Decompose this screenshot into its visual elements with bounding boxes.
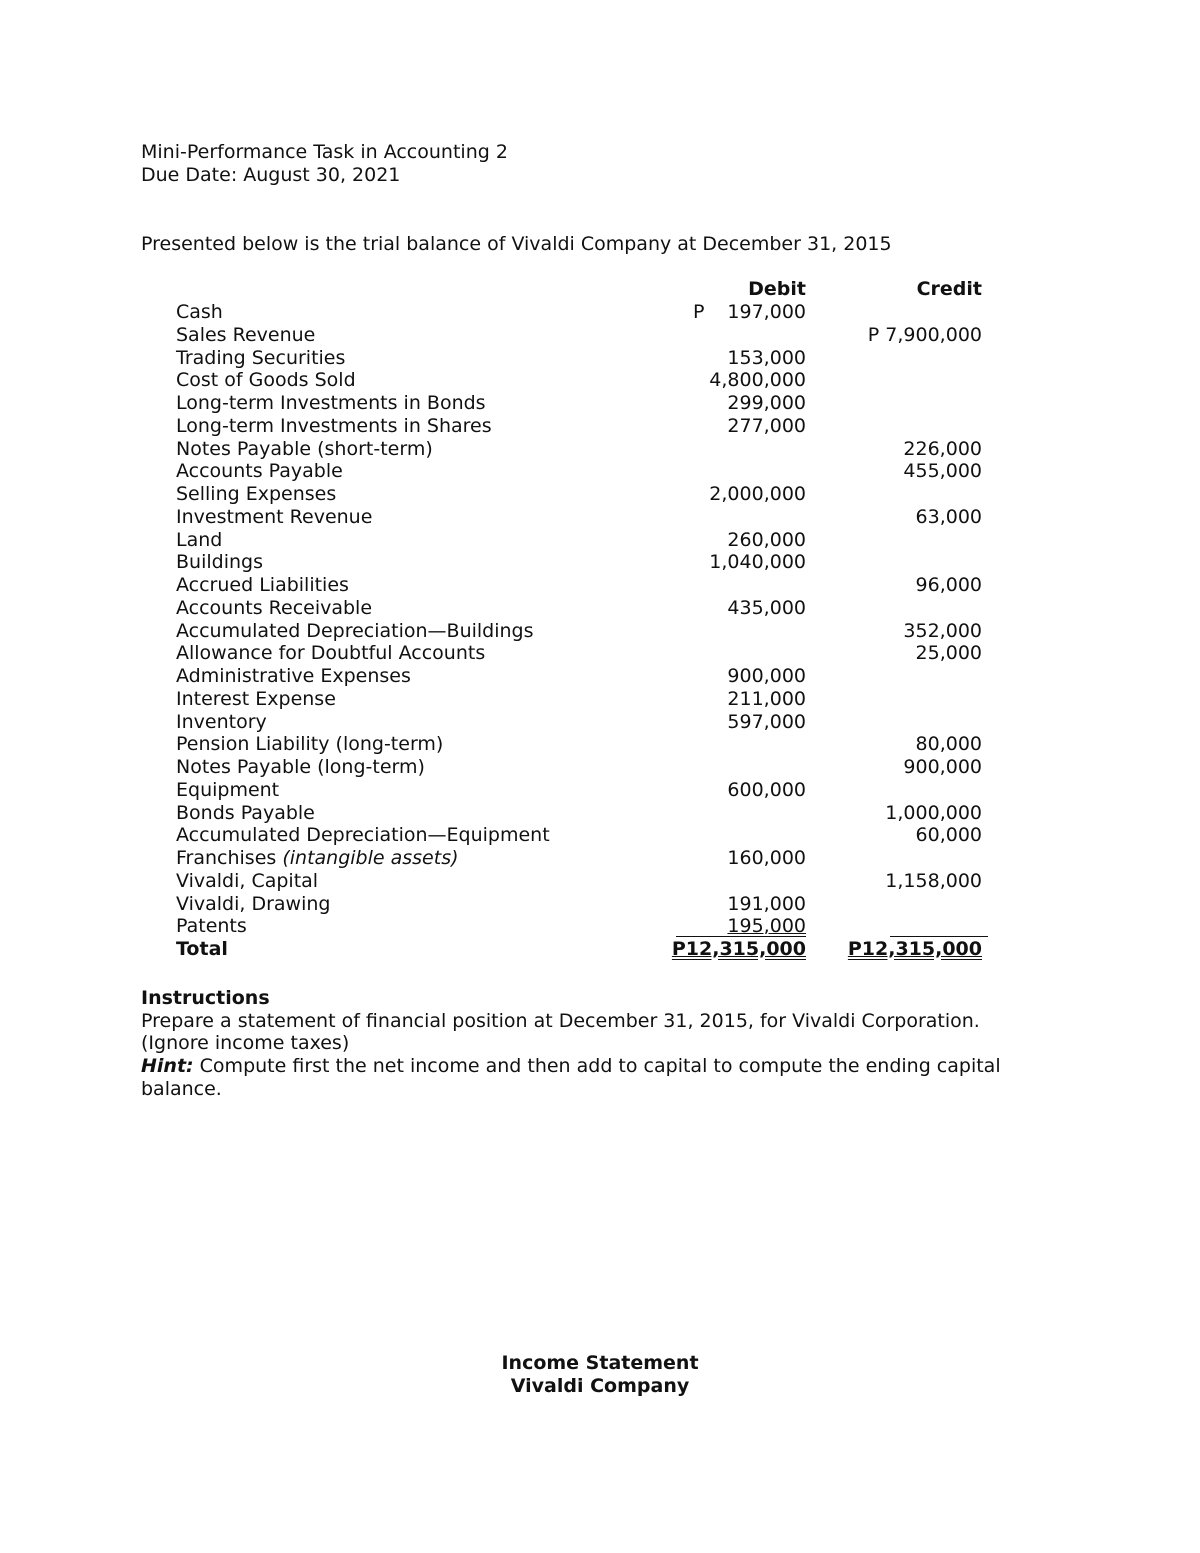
credit-amount: 1,000,000 (885, 801, 982, 824)
table-row (0, 870, 1200, 893)
credit-amount: 25,000 (915, 642, 982, 665)
debit-amount: 4,800,000 (709, 369, 806, 392)
table-row (0, 574, 1200, 597)
debit-amount: 195,000 (727, 915, 806, 938)
table-row (0, 301, 1200, 324)
debit-amount: 260,000 (727, 528, 806, 551)
account-name: Pension Liability (long-term) (176, 733, 444, 756)
table-row (0, 915, 1200, 938)
table-row (0, 802, 1200, 825)
hint-label: Hint: (141, 1055, 194, 1077)
debit-amount: 1,040,000 (709, 551, 806, 574)
account-name-note: (intangible assets) (282, 847, 459, 869)
table-row (0, 824, 1200, 847)
debit-amount: 277,000 (727, 414, 806, 437)
currency-symbol: P (693, 301, 705, 323)
account-name: Accounts Receivable (176, 596, 373, 619)
account-name: Trading Securities (176, 346, 346, 369)
instructions-line-2: (Ignore income taxes) (141, 1032, 350, 1054)
document-title: Mini-Performance Task in Accounting 2 (141, 141, 508, 163)
debit-amount: 191,000 (727, 892, 806, 915)
due-date: Due Date: August 30, 2021 (141, 164, 401, 186)
debit-amount: 299,000 (727, 392, 806, 414)
credit-amount: 1,158,000 (885, 869, 982, 892)
table-row (0, 642, 1200, 665)
table-row (0, 688, 1200, 711)
table-row (0, 529, 1200, 552)
account-name-text: Franchises (176, 847, 283, 869)
table-row (0, 620, 1200, 643)
total-row (0, 938, 1200, 961)
account-name: Buildings (176, 551, 263, 574)
table-header-row (0, 278, 1200, 301)
table-row (0, 506, 1200, 529)
instructions-heading: Instructions (141, 987, 270, 1009)
account-name: Long-term Investments in Shares (176, 414, 492, 437)
credit-amount: 226,000 (903, 437, 982, 460)
credit-amount: 96,000 (915, 574, 982, 596)
table-row (0, 392, 1200, 415)
credit-amount: 80,000 (915, 733, 982, 756)
account-name: Notes Payable (short-term) (176, 437, 433, 460)
account-name: Administrative Expenses (176, 665, 411, 687)
debit-amount: 160,000 (727, 847, 806, 869)
table-row (0, 665, 1200, 688)
instructions-line-1: Prepare a statement of financial position at December 31, 2015, for Vivaldi Corporation. (141, 1010, 980, 1032)
account-name: Accumulated Depreciation—Buildings (176, 619, 534, 642)
table-row (0, 347, 1200, 370)
table-row (0, 711, 1200, 734)
account-name: Cost of Goods Sold (176, 369, 356, 392)
table-row (0, 438, 1200, 461)
table-row (0, 779, 1200, 802)
account-name: Patents (176, 915, 247, 938)
table-row (0, 460, 1200, 483)
table-row (0, 893, 1200, 916)
table-row (0, 483, 1200, 506)
credit-amount: 455,000 (903, 460, 982, 483)
account-name: Sales Revenue (176, 323, 316, 346)
table-row (0, 324, 1200, 347)
table-row (0, 369, 1200, 392)
hint-line-2: balance. (141, 1078, 222, 1100)
debit-amount: 153,000 (727, 346, 806, 369)
hint-text: Compute first the net income and then add to capital to compute the ending capital (193, 1055, 1001, 1077)
credit-amount: 900,000 (903, 756, 982, 778)
account-name: Interest Expense (176, 687, 336, 710)
debit-amount: 435,000 (727, 596, 806, 619)
column-header-debit: Debit (748, 278, 806, 300)
account-name: Accumulated Depreciation—Equipment (176, 824, 550, 847)
table-row (0, 847, 1200, 870)
total-credit: P12,315,000 (847, 938, 982, 960)
account-name: Bonds Payable (176, 801, 315, 824)
account-name: Notes Payable (long-term) (176, 756, 425, 778)
debit-amount: 211,000 (727, 687, 806, 710)
intro-text: Presented below is the trial balance of Vivaldi Company at December 31, 2015 (141, 233, 892, 255)
income-statement-title: Income Statement (501, 1352, 699, 1374)
account-name: Investment Revenue (176, 505, 373, 528)
debit-amount: 900,000 (727, 665, 806, 687)
account-name: Equipment (176, 778, 280, 801)
debit-amount: 2,000,000 (709, 483, 806, 505)
account-name: Accounts Payable (176, 460, 343, 483)
table-row (0, 597, 1200, 620)
table-row (0, 551, 1200, 574)
account-name: Vivaldi, Capital (176, 869, 319, 892)
account-name: Land (176, 528, 223, 551)
column-header-credit: Credit (916, 278, 982, 300)
total-label: Total (176, 938, 228, 960)
table-row (0, 756, 1200, 779)
hint-line (141, 1055, 1001, 1078)
account-name: Accrued Liabilities (176, 574, 349, 596)
debit-amount: 600,000 (727, 778, 806, 801)
credit-amount: 60,000 (915, 824, 982, 847)
credit-amount: 63,000 (915, 505, 982, 528)
credit-amount: P 7,900,000 (867, 323, 982, 346)
table-row (0, 415, 1200, 438)
account-name: Long-term Investments in Bonds (176, 392, 486, 414)
account-name (176, 847, 459, 870)
company-name: Vivaldi Company (510, 1375, 690, 1397)
credit-amount: 352,000 (903, 619, 982, 642)
debit-amount: 597,000 (727, 710, 806, 733)
account-name: Selling Expenses (176, 483, 337, 505)
account-name: Cash (176, 301, 223, 323)
debit-amount: 197,000 (727, 301, 806, 323)
account-name: Vivaldi, Drawing (176, 892, 331, 915)
total-debit: P12,315,000 (671, 938, 806, 960)
table-row (0, 733, 1200, 756)
account-name: Inventory (176, 710, 267, 733)
account-name: Allowance for Doubtful Accounts (176, 642, 486, 665)
